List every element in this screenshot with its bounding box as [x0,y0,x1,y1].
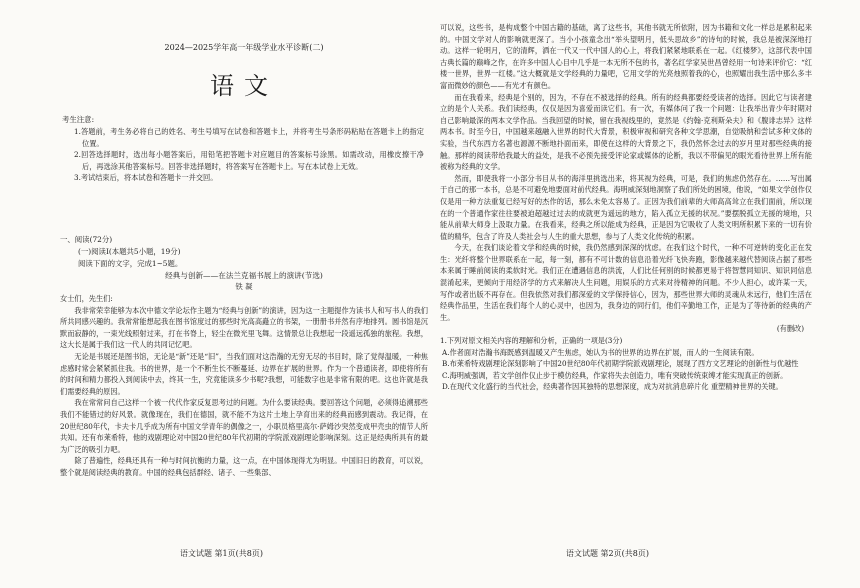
article-paragraph: 可以说，这些书，是构成整个中国古籍的基础，离了这些书，其他书就无所依附，因为书籍和文化一样总是累积起来的。中国文学对人的影响就更深了。当小小孩童念出“举头望明月，低头思故乡”的诗句的时候，我总是被深深地打动。这样一轮明月，它的清辉，洒在一代又一代中国人的心上，将我们紧紧地联系在一起。《红楼梦》，这部代表中国古典长篇的巅峰之作，在许多中国人心目中几乎是一本无所不包的书，著名红学家吴世昌曾经用一句诗来评价它：“红楼一世界，世界一红楼。”这大概就是文学经典的力量吧，它用文学的光亮烛照着我的心，也照耀出我生活中那么多丰富而微妙的颜色——有光才有颜色。 [440,23,812,90]
subject-title: 语文 [210,72,278,100]
question-option: D.在现代文化盛行的当代社会，经典著作因其独特的思想深度，成为对抗消息碎片化 重塑精神世界的关键。 [442,382,783,392]
notice-heading: 考生注意: [62,115,95,124]
article-title: 经典与创新——在法兰克福书展上的演讲(节选) [165,271,323,280]
notice-item: 3.考试结束后，将本试卷和答题卡一并交回。 [74,173,218,183]
reading-instruction: 阅读下面的文字，完成1~5题。 [78,259,183,268]
exam-notice [62,114,424,184]
question-option: C.海明威强调，若文学创作仅止步于模仿经典，作家将失去创造力，唯有突破传统束缚才能实现真正的创新。 [442,370,788,380]
article-paragraph: 然而，即使我将一小部分书目从书的海洋里挑选出来，将其视为经典，可是，我们的焦虑仍然存在。……写出属于自己的那一本书，总是不可避免地要面对前代经典。海明威深刻地洞察了我们所处的困境，他说，“如果文学创作仅仅是用一种方法重复已经写好的杰作的话，那么未免太容易了。正因为我们前辈的大师高高耸立在我们面前，所以现在的一个普通作家往往要被迫超越过过去的成就更为遥远的地方，陷入孤立无援的状况。”要摆脱孤立无援的境地，只能从前辈大师身上汲取力量。在我看来，经典之所以能成为经典，正是因为它吸收了人类文明所积累下来的一切有价值的精华，包含了许及人类社会与人生的重大思想，参与了人类文化传统的积累。 [440,173,812,241]
notice-item: 1.答题前，考生务必将自己的姓名、考生号填写在试卷和答题卡上，并将考生号条形码粘贴在答题卡上的指定位置。 [74,127,424,148]
article-paragraph: 除了普遍性，经典还具有一种与时间抗衡的力量，这一点，在中国体现得尤为明显。中国旧日的教育，可以说，整个就是阅读经典的教育。中国的经典包括群经、诸子、一些集部、 [60,456,428,477]
article-paragraph: 我在常常问自己这样一个被一代代作家反复思考过的问题。为什么要读经典。要回答这个问题，必须得追溯那些我们不能错过的好风景。就像现在，我们在德国，就不能不为这片土地上孕育出来的经典而感到震动。我记得，在20世纪80年代，卡夫卡几乎成为所有中国文学青年的偶像之一，小职员格里高尔·萨姆沙突然变成甲壳虫的情节人所共知。还有布莱希特，他的戏剧理论对中国20世纪80年代初期的学院派戏剧理论影响深刻。这正是经典所具有的最为广泛的吸引力吧。 [60,398,428,454]
question-option: B.布莱希特戏剧理论深刻影响了中国20世纪80年代初期学院派戏剧理论，展现了西方文艺理论的创新性与优越性 [442,359,799,369]
question-option: A.作者面对浩瀚书海既感到温暖又产生焦虑，她认为书的世界的边界在扩展，而人的一生阅读有限。 [442,347,759,357]
page2-body [440,22,812,392]
page-footer: 语文试题 第1页(共8页) [180,549,263,558]
page-footer: 语文试题 第2页(共8页) [566,549,649,558]
question-stem: 1.下列对原文相关内容的理解和分析，正确的一项是(3分) [440,336,623,346]
article-paragraph: 而在我看来，经典是个别的，因为，不存在不被选择的经典。所有的经典都要经受读者的选择。因此它与读者建立的是个人关系。我们读经典，仅仅是因为喜爱而读它们。有一次，有媒体问了我一个问题：让我举出青少年时期对自己影响最深的两本文学作品。当我回望的时候，留在我视线里的，竟然是《约翰·克利斯朵夫》和《腹诽志异》这样两本书。时至今日，中国越来越融入世界的时代大背景，积极审视和研究各种文学思潮，自觉吸纳和尝试多种文体的实验，当代东西方名著也源源不断地扑面而来，即使在这样的大背景之下，我仍然怀念过去的岁月里对那些经典的接触。那样的阅读带给我最大的益处，是我不必预先接受评论家或媒体的论断，我以不带偏见的眼光看待世界上所有能被称为经典的文学。 [440,92,812,172]
article-paragraph: 我非常荣幸能够为本次中德文学论坛作主题为“经典与创新”的演讲，因为这一主题提作为读书人和写书人的我们所共同感兴趣的。我常常能想起我在图书馆度过的那些时光高高矗立的书架，一册册书并然有序地排列。圆书馆是沉默而寂静的，一束光线照射过来，打在书脊上，轻尘在微光里飞舞。这情景总让我想起一段遥远孤独的旅程。我想，这大长是属于我们这一代人的共同记忆吧。 [60,305,428,350]
article-author: 铁 凝 [235,282,253,291]
salutation: 女士们，先生们: [60,294,113,303]
notice-item: 2.回答选择题时，选出每小题答案后，用铅笔把答题卡对应题目的答案标号涂黑。如需改动，用橡皮擦干净后，再选涂其他答案标号。回答非选择题时，将答案写在答题卡上。写在本试卷上无效。 [74,150,424,171]
page1-body [60,234,428,479]
article-paragraph: 今天，在我们谈论着文学和经典的时候，我仍然感到深深的忧虑。在我们这个时代，一种不可逆转的变化正在发生：光纤将整个世界联系在一起，每一刻，都有不可计数的信息沿着光纤飞快奔跑，影像越来越代替阅读占据了那些本来属于睡前阅读的柔软时光。我们正在遭遇信息的洪流，人们比任何别的时候都更易于将智慧同知识、知识同信息混淆起来，更倾向于用经济学的方式来解决人生问题，用娱乐的方式来对待精神的问题。不少人担心，或许某一天，写作或者出版不再存在。但我依然对我们都深爱的文学保持信心，因为，那些世界大师的灵魂从未远行，他们生活在经典作品里，生活在我们每个人的心灵中，也因为，我身边的同行们，他们辛勤地工作，正是为了等待新的经典的产生。 [440,243,812,322]
exam-title: 2024—2025学年高一年级学业水平诊断(二) [164,43,324,52]
subsection-heading: (一)阅读Ⅰ(本题共5小题，19分) [78,247,181,256]
section-heading: 一、阅读(72分) [60,235,113,244]
source-note: (有删改) [776,324,804,334]
article-paragraph: 无论是书展还是图书馆，无论是“新”还是“旧”，当我们面对这浩瀚的无穷无尽的书目时，除了觉得温暖，一种焦虑感时常会紧紧抓住我。书的世界，是一个不断生长不断蔓延、边界在扩展的世界。作为一个普通读者，即使将所有的时间和精力都投入到阅读中去，终其一生，究竟能读多少书呢?我想，可能数字也是非常有限的吧。这也许就是我们需要经典的原因。 [60,351,428,396]
